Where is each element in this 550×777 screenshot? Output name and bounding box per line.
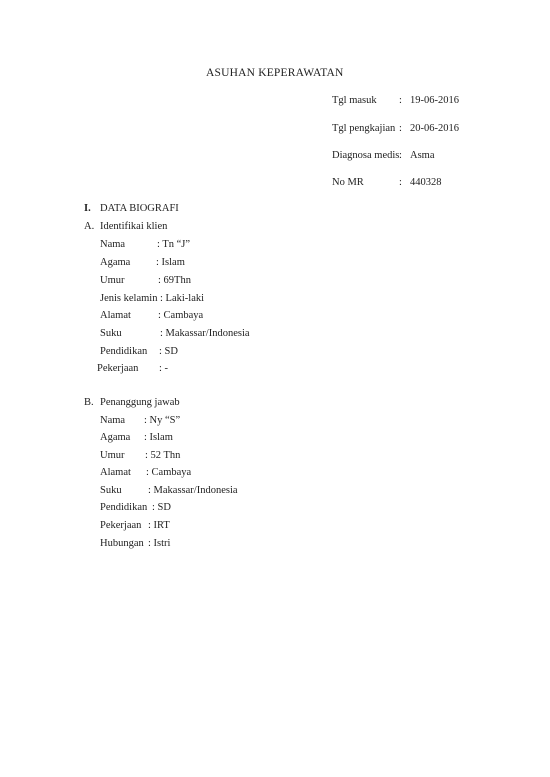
guardian-label-pekerjaan: Pekerjaan (100, 520, 142, 531)
client-label-umur: Umur (100, 275, 125, 286)
guardian-label-hubungan: Hubungan (100, 538, 144, 549)
client-label-agama: Agama (100, 257, 131, 268)
document-title: ASUHAN KEPERAWATAN (206, 67, 344, 79)
header-label-tgl-pengkajian: Tgl pengkajian (332, 123, 396, 134)
subsection-b-title: Penanggung jawab (100, 397, 180, 408)
guardian-label-agama: Agama (100, 432, 131, 443)
subsection-b-letter: B. (84, 397, 94, 408)
client-value-nama: : Tn “J” (157, 239, 191, 250)
guardian-label-suku: Suku (100, 485, 122, 496)
client-value-alamat: : Cambaya (158, 310, 204, 321)
header-sep-tgl-pengkajian: : (399, 123, 402, 134)
guardian-value-nama: : Ny “S” (144, 415, 181, 426)
header-label-diagnosa-medis: Diagnosa medis (332, 150, 400, 161)
guardian-value-suku: : Makassar/Indonesia (148, 485, 238, 496)
client-label-nama: Nama (100, 239, 126, 250)
header-label-tgl-masuk: Tgl masuk (332, 95, 377, 106)
header-label-no-mr: No MR (332, 177, 364, 188)
client-value-umur: : 69Thn (158, 275, 191, 286)
guardian-label-umur: Umur (100, 450, 125, 461)
header-sep-tgl-masuk: : (399, 95, 402, 106)
client-value-jenis-kelamin: : Laki-laki (160, 293, 205, 304)
guardian-value-agama: : Islam (144, 432, 173, 443)
guardian-label-pendidikan: Pendidikan (100, 502, 148, 513)
header-value-tgl-masuk: 19-06-2016 (410, 95, 459, 106)
guardian-value-alamat: : Cambaya (146, 467, 192, 478)
header-value-tgl-pengkajian: 20-06-2016 (410, 123, 459, 134)
client-label-suku: Suku (100, 328, 122, 339)
guardian-value-pendidikan: : SD (152, 502, 171, 513)
guardian-value-pekerjaan: : IRT (148, 520, 170, 531)
client-value-suku: : Makassar/Indonesia (160, 328, 250, 339)
client-label-pekerjaan: Pekerjaan (97, 363, 139, 374)
client-value-agama: : Islam (156, 257, 185, 268)
guardian-value-hubungan: : Istri (148, 538, 171, 549)
guardian-label-nama: Nama (100, 415, 126, 426)
subsection-a-letter: A. (84, 221, 95, 232)
client-value-pendidikan: : SD (159, 346, 178, 357)
header-value-no-mr: 440328 (410, 177, 442, 188)
header-sep-no-mr: : (399, 177, 402, 188)
header-value-diagnosa-medis: Asma (410, 150, 435, 161)
section-title: DATA BIOGRAFI (100, 203, 179, 214)
client-value-pekerjaan: : - (159, 363, 169, 374)
guardian-label-alamat: Alamat (100, 467, 131, 478)
subsection-a-title: Identifikai klien (100, 221, 168, 232)
guardian-value-umur: : 52 Thn (145, 450, 181, 461)
section-number: I. (84, 203, 91, 214)
header-sep-diagnosa-medis: : (399, 150, 402, 161)
client-label-jenis-kelamin: Jenis kelamin (100, 293, 158, 304)
client-label-alamat: Alamat (100, 310, 131, 321)
client-label-pendidikan: Pendidikan (100, 346, 148, 357)
